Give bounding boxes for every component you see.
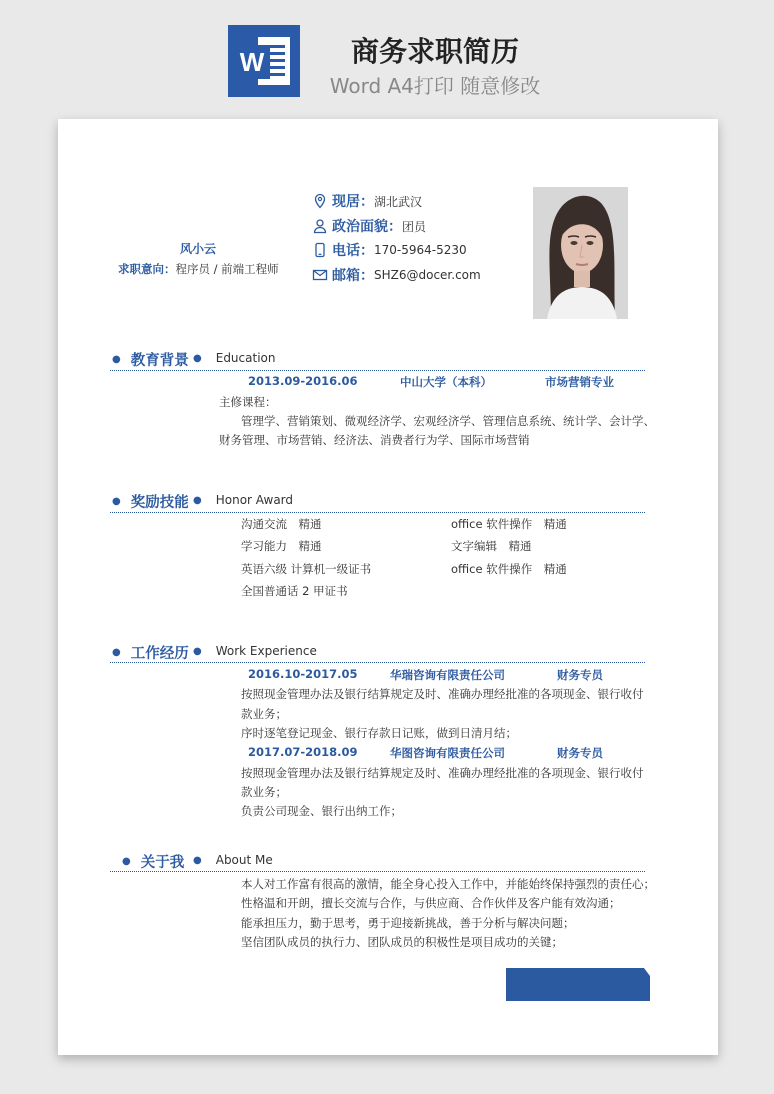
contact-location [312, 191, 422, 211]
about-title: ● 关于我 [122, 855, 185, 871]
education-school: 中山大学（本科） [400, 375, 492, 389]
candidate-name: 风小云 [180, 242, 217, 256]
job-desc-line: 负责公司现金、银行出纳工作； [241, 804, 402, 818]
banner-title: 商务求职简历 [350, 35, 519, 68]
job-position: 财务专员 [557, 668, 603, 682]
contact-political-label: 政治面貌： [332, 219, 402, 235]
award-item: 沟通交流 精通 [241, 517, 322, 531]
about-title-en: ● About Me [193, 853, 273, 867]
education-course-line-2: 财务管理、市场营销、经济法、消费者行为学、国际市场营销 [219, 433, 530, 447]
about-line: 性格温和开朗，擅长交流与合作，与供应商、合作伙伴及客户能有效沟通； [241, 896, 621, 910]
contact-location-value: 湖北武汉 [374, 194, 423, 209]
contact-phone-value: 170-5964-5230 [374, 243, 467, 257]
job-desc-line: 款业务； [241, 785, 287, 799]
awards-divider [110, 512, 645, 513]
job-intent [118, 261, 279, 277]
award-item: 英语六级 计算机一级证书 [241, 562, 372, 576]
banner [0, 0, 774, 110]
contact-phone [312, 240, 467, 260]
education-title: ● 教育背景 [112, 353, 189, 369]
award-item: office 软件操作 精通 [451, 562, 567, 576]
person-icon [312, 218, 328, 234]
award-item: 学习能力 精通 [241, 539, 322, 553]
job-intent-label: 求职意向： [118, 262, 176, 276]
job-desc-line: 款业务； [241, 707, 287, 721]
phone-icon [312, 242, 328, 258]
work-title: ● 工作经历 [112, 646, 189, 662]
contact-political [312, 216, 426, 236]
job-date: 2017.07-2018.09 [248, 745, 358, 759]
contact-email-value: SHZ6@docer.com [374, 268, 481, 282]
about-divider [110, 871, 645, 872]
job-date: 2016.10-2017.05 [248, 667, 358, 681]
job-company: 华图咨询有限责任公司 [390, 746, 505, 760]
awards-title-en: ● Honor Award [193, 493, 294, 507]
contact-political-value: 团员 [402, 219, 427, 234]
contact-email [312, 265, 481, 285]
job-desc-line: 序时逐笔登记现金、银行存款日记账，做到日清月结； [241, 726, 517, 740]
about-line: 能承担压力，勤于思考，勇于迎接新挑战，善于分析与解决问题； [241, 916, 575, 930]
portrait-illustration [533, 187, 628, 319]
word-logo [228, 25, 300, 97]
job-company: 华瑞咨询有限责任公司 [390, 668, 505, 682]
award-item: 全国普通话 2 甲证书 [241, 584, 348, 598]
education-date: 2013.09-2016.06 [248, 374, 358, 388]
education-title-en: ● Education [193, 351, 276, 365]
job-desc-line: 按照现金管理办法及银行结算规定及时、准确办理经批准的各项现金、银行收付 [241, 687, 644, 701]
decorative-blue-block [506, 968, 650, 1001]
education-course-label: 主修课程： [219, 395, 277, 409]
award-item: office 软件操作 精通 [451, 517, 567, 531]
contact-location-label: 现居： [332, 194, 374, 210]
education-major: 市场营销专业 [545, 375, 614, 389]
work-divider [110, 662, 645, 663]
job-desc-line: 按照现金管理办法及银行结算规定及时、准确办理经批准的各项现金、银行收付 [241, 766, 644, 780]
awards-title: ● 奖励技能 [112, 495, 189, 511]
contact-phone-label: 电话： [332, 243, 374, 259]
job-intent-value: 程序员 / 前端工程师 [175, 262, 279, 276]
education-divider [110, 370, 645, 371]
mail-icon [312, 267, 328, 283]
location-icon [312, 193, 328, 209]
contact-email-label: 邮箱： [332, 268, 374, 284]
work-title-en: ● Work Experience [193, 644, 317, 658]
banner-subtitle: Word A4打印 随意修改 [329, 74, 541, 98]
about-line: 坚信团队成员的执行力、团队成员的积极性是项目成功的关键； [241, 935, 563, 949]
about-line: 本人对工作富有很高的激情，能全身心投入工作中，并能始终保持强烈的责任心； [241, 877, 655, 891]
education-course-line-1: 管理学、营销策划、微观经济学、宏观经济学、管理信息系统、统计学、会计学、 [241, 414, 655, 428]
word-logo-letter: W [234, 45, 270, 79]
job-position: 财务专员 [557, 746, 603, 760]
award-item: 文字编辑 精通 [451, 539, 532, 553]
profile-photo [533, 187, 628, 319]
